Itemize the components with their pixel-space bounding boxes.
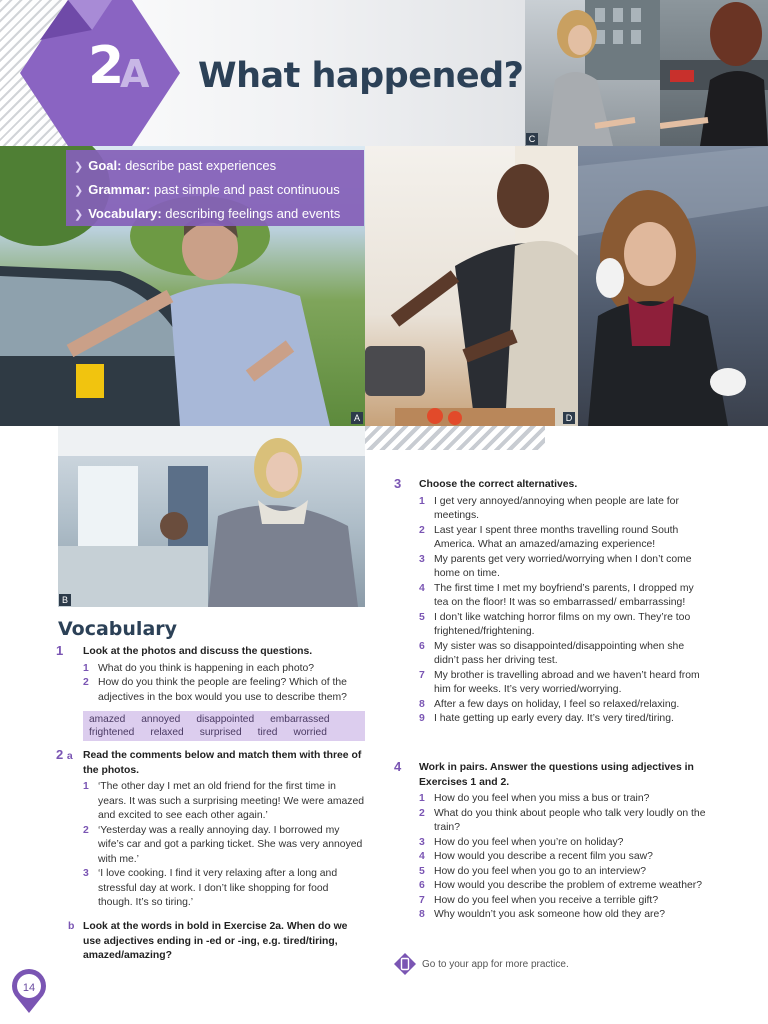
phone-app-icon <box>394 953 416 975</box>
exercise-2b <box>83 920 365 964</box>
page-title: What happened? <box>198 56 524 96</box>
goal-row: ❯ Goal: describe past experiences <box>74 158 277 173</box>
exercise-4-item: 2 What do you think about people who talk very loudly on the train? <box>419 807 706 833</box>
photo-c-label: C <box>526 133 538 145</box>
exercise-3-item: 9 I hate getting up early every day. It’s very tired/tiring. <box>419 713 674 724</box>
exercise-2a-comment: 1 ‘The other day I met an old friend for the first time in years. It was such a surprising meeting! We were amazed and excited to see each other again.’ <box>83 781 365 821</box>
exercise-3 <box>419 478 709 727</box>
photo-e-top <box>660 0 768 146</box>
exercise-3-item: 5 I don’t like watching horror films on my own. They’re too frightened/frightening. <box>419 611 691 637</box>
photo-d-man-cooking <box>365 146 578 426</box>
exercise-3-item: 4 The first time I met my boyfriend’s parents, I dropped my tea on the floor! It was so embarrassed/ embarrassing! <box>419 582 694 608</box>
exercise-2-number: 2 a <box>56 747 73 762</box>
exercise-1-instruction: Look at the photos and discuss the questions. <box>83 646 313 657</box>
photo-b-label: B <box>59 594 71 606</box>
chevron-right-icon: ❯ <box>74 161 84 173</box>
exercise-2a-comment: 3 ‘I love cooking. I find it very relaxing after a long and stressful day at work. I don’t like shopping for food though. It’s so tiring.’ <box>83 868 338 908</box>
photo-e-woman-on-phone <box>578 146 768 426</box>
exercise-1-item: 2 How do you think the people are feeling? Which of the adjectives in the box would you use to describe them? <box>83 677 347 703</box>
grammar-row: ❯ Grammar: past simple and past continuous <box>74 182 340 197</box>
exercise-3-item: 1 I get very annoyed/annoying when people are late for meetings. <box>419 495 679 521</box>
exercise-4-item: 7 How do you feel when you receive a terrible gift? <box>419 894 659 906</box>
photo-d-label: D <box>563 412 575 424</box>
exercise-3-item: 7 My brother is travelling abroad and we haven’t heard from him for weeks. It’s very worried/worrying. <box>419 669 700 695</box>
exercise-4-item: 8 Why wouldn’t you ask someone how old they are? <box>419 909 666 920</box>
unit-number: 2 <box>88 36 123 96</box>
exercise-4-item: 1 How do you feel when you miss a bus or train? <box>419 793 650 804</box>
exercise-2a-comment: 2 ‘Yesterday was a really annoying day. I borrowed my wife’s car and got a parking ticket. She was very annoyed with me.’ <box>83 824 363 865</box>
unit-header <box>0 0 525 146</box>
exercise-2b-label: b <box>68 920 75 932</box>
app-practice-text: Go to your app for more practice. <box>422 958 569 970</box>
exercise-3-instruction: Choose the correct alternatives. <box>419 479 578 490</box>
decorative-hatch <box>365 426 545 450</box>
exercise-4-item: 3 How do you feel when you’re on holiday? <box>419 836 624 848</box>
exercise-3-item: 2 Last year I spent three months travelling round South America. What an amazed/amazing experience! <box>419 524 679 550</box>
exercise-1 <box>83 645 365 741</box>
vocabulary-row: ❯ Vocabulary: describing feelings and events <box>74 206 341 221</box>
exercise-4-item: 6 How would you describe the problem of extreme weather? <box>419 880 702 891</box>
exercise-3-item: 8 After a few days on holiday, I feel so relaxed/relaxing. <box>419 698 680 710</box>
chevron-right-icon: ❯ <box>74 209 84 221</box>
exercise-1-item: 1 What do you think is happening in each photo? <box>83 662 315 674</box>
page-number: 14 <box>22 982 36 994</box>
exercise-4-number: 4 <box>394 759 402 774</box>
exercise-4-item: 4 How would you describe a recent film you saw? <box>419 851 653 862</box>
lesson-goals-box <box>66 150 364 226</box>
exercise-3-number: 3 <box>394 476 402 491</box>
exercise-2a-instruction: Read the comments below and match them with three of the photos. <box>83 750 362 776</box>
exercise-4-item: 5 How do you feel when you go to an interview? <box>419 865 646 877</box>
unit-letter: A <box>120 52 150 96</box>
vocabulary-heading: Vocabulary <box>58 618 178 640</box>
exercise-4 <box>419 761 709 923</box>
app-practice-note[interactable] <box>394 953 569 975</box>
exercise-2 <box>83 749 365 911</box>
exercise-4-instruction: Work in pairs. Answer the questions using adjectives in Exercises 1 and 2. <box>419 762 694 788</box>
exercise-3-item: 3 My parents get very worried/worrying when I don’t come home on time. <box>419 553 692 579</box>
chevron-right-icon: ❯ <box>74 185 84 197</box>
exercise-2b-instruction: Look at the words in bold in Exercise 2a. When do we use adjectives ending in -ed or -ing, e.g. tired/tiring, amazed/amazing? <box>83 921 348 961</box>
exercise-1-number: 1 <box>56 643 64 658</box>
photo-c-women-greeting <box>525 0 660 146</box>
adjective-word-box: amazed annoyed disappointed embarrassed frightened relaxed surprised tired worried <box>83 711 365 741</box>
photo-b-tired-woman-train <box>58 426 365 607</box>
photo-a-label: A <box>351 412 363 424</box>
exercise-3-item: 6 My sister was so disappointed/disappointing when she didn’t pass her driving test. <box>419 640 685 666</box>
